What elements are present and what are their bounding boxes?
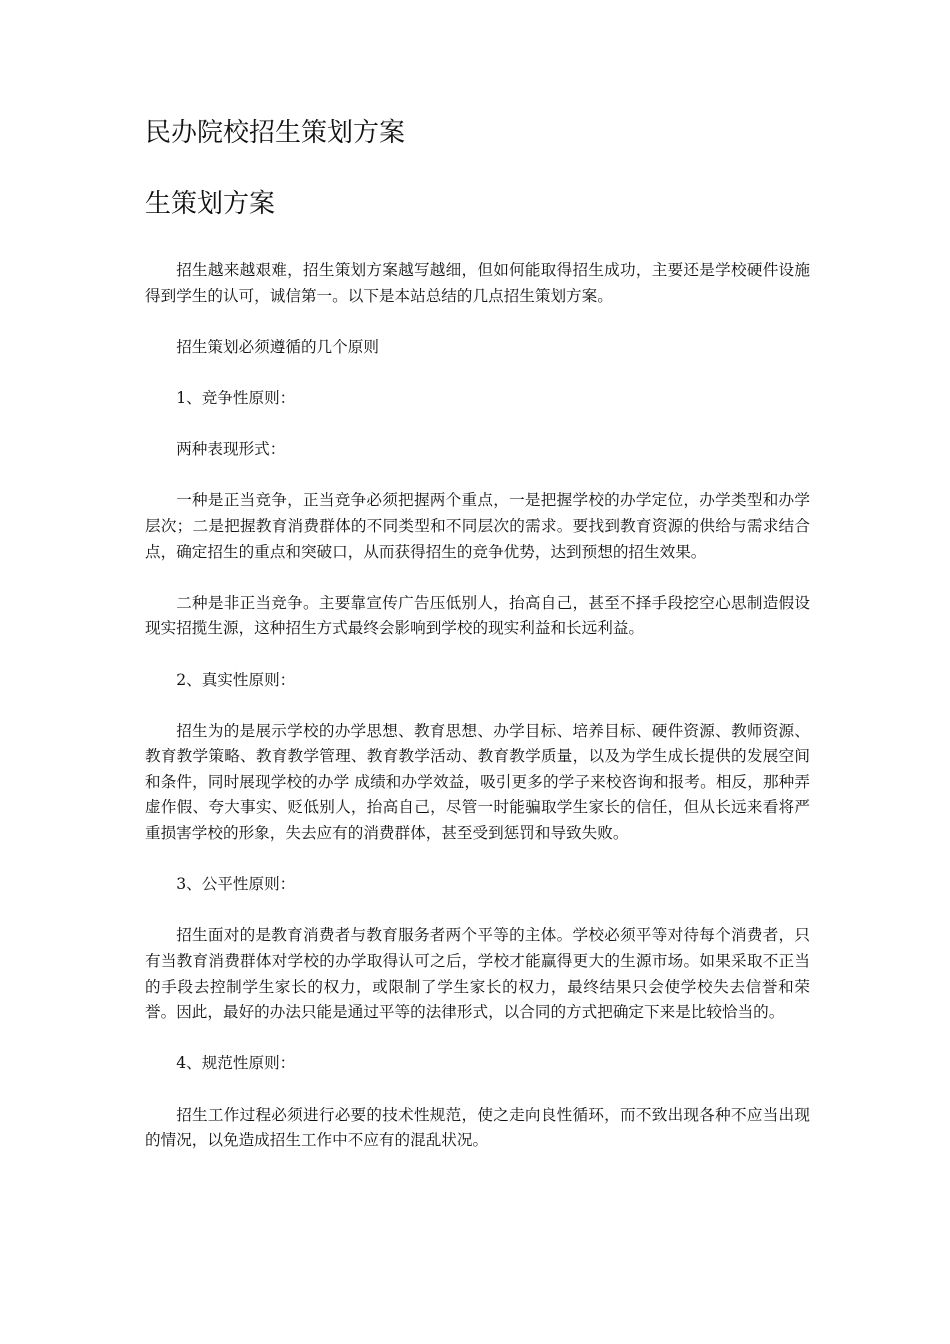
document-body (145, 258, 810, 1154)
paragraph-fairness: 招生面对的是教育消费者与教育服务者两个平等的主体。学校必须平等对待每个消费者，只有当教育消费群体对学校的办学取得认可之后，学校才能赢得更大的生源市场。如果采取不正当的手段去控制学生家长的权力，或限制了学生家长的权力，最终结果只会使学校失去信誉和荣誉。因此，最好的办法只能是通过平等的法律形式，以合同的方式把确定下来是比较恰当的。 (145, 926, 810, 1022)
paragraph-standardization: 招生工作过程必须进行必要的技术性规范，使之走向良性循环，而不致出现各种不应当出现的情况，以免造成招生工作中不应有的混乱状况。 (145, 1105, 810, 1150)
paragraph-fair-competition: 一种是正当竞争，正当竞争必须把握两个重点，一是把握学校的办学定位，办学类型和办学层次；二是把握教育消费群体的不同类型和不同层次的需求。要找到教育资源的供给与需求结合点，确定招生的重点和突破口，从而获得招生的竞争优势，达到预想的招生效果。 (145, 491, 810, 561)
principle-heading-fairness: 3、公平性原则： (176, 875, 296, 894)
principle-heading-standardization: 4、规范性原则： (176, 1054, 296, 1073)
paragraph-authenticity: 招生为的是展示学校的办学思想、教育思想、办学目标、培养目标、硬件资源、教师资源、教育教学策略、教育教学管理、教育教学活动、教育教学质量，以及为学生成长提供的发展空间和条件，同时展现学校的办学 成绩和办学效益，吸引更多的学子来校咨询和报考。相反，那种弄虚作假、夸大事实、贬低别人，抬高自己，尽管一时能骗取学生家长的信任，但从长远来看将严重损害学校的形象，失去应有的消费群体，甚至受到惩罚和导致失败。 (145, 721, 810, 843)
page-subtitle: 生策划方案 (145, 189, 276, 219)
principle-heading-competition: 1、竞争性原则： (176, 388, 296, 407)
page-title: 民办院校招生策划方案 (145, 118, 406, 148)
principle-heading-authenticity: 2、真实性原则： (176, 670, 296, 689)
paragraph-unfair-competition: 二种是非正当竞争。主要靠宣传广告压低别人，抬高自己，甚至不择手段挖空心思制造假设现实招揽生源，这种招生方式最终会影响到学校的现实利益和长远利益。 (145, 593, 810, 638)
section-heading-principles: 招生策划必须遵循的几个原则 (176, 337, 379, 356)
paragraph-intro: 招生越来越艰难，招生策划方案越写越细，但如何能取得招生成功，主要还是学校硬件设施得到学生的认可，诚信第一。以下是本站总结的几点招生策划方案。 (145, 261, 810, 305)
subheading-two-forms: 两种表现形式： (176, 440, 286, 459)
